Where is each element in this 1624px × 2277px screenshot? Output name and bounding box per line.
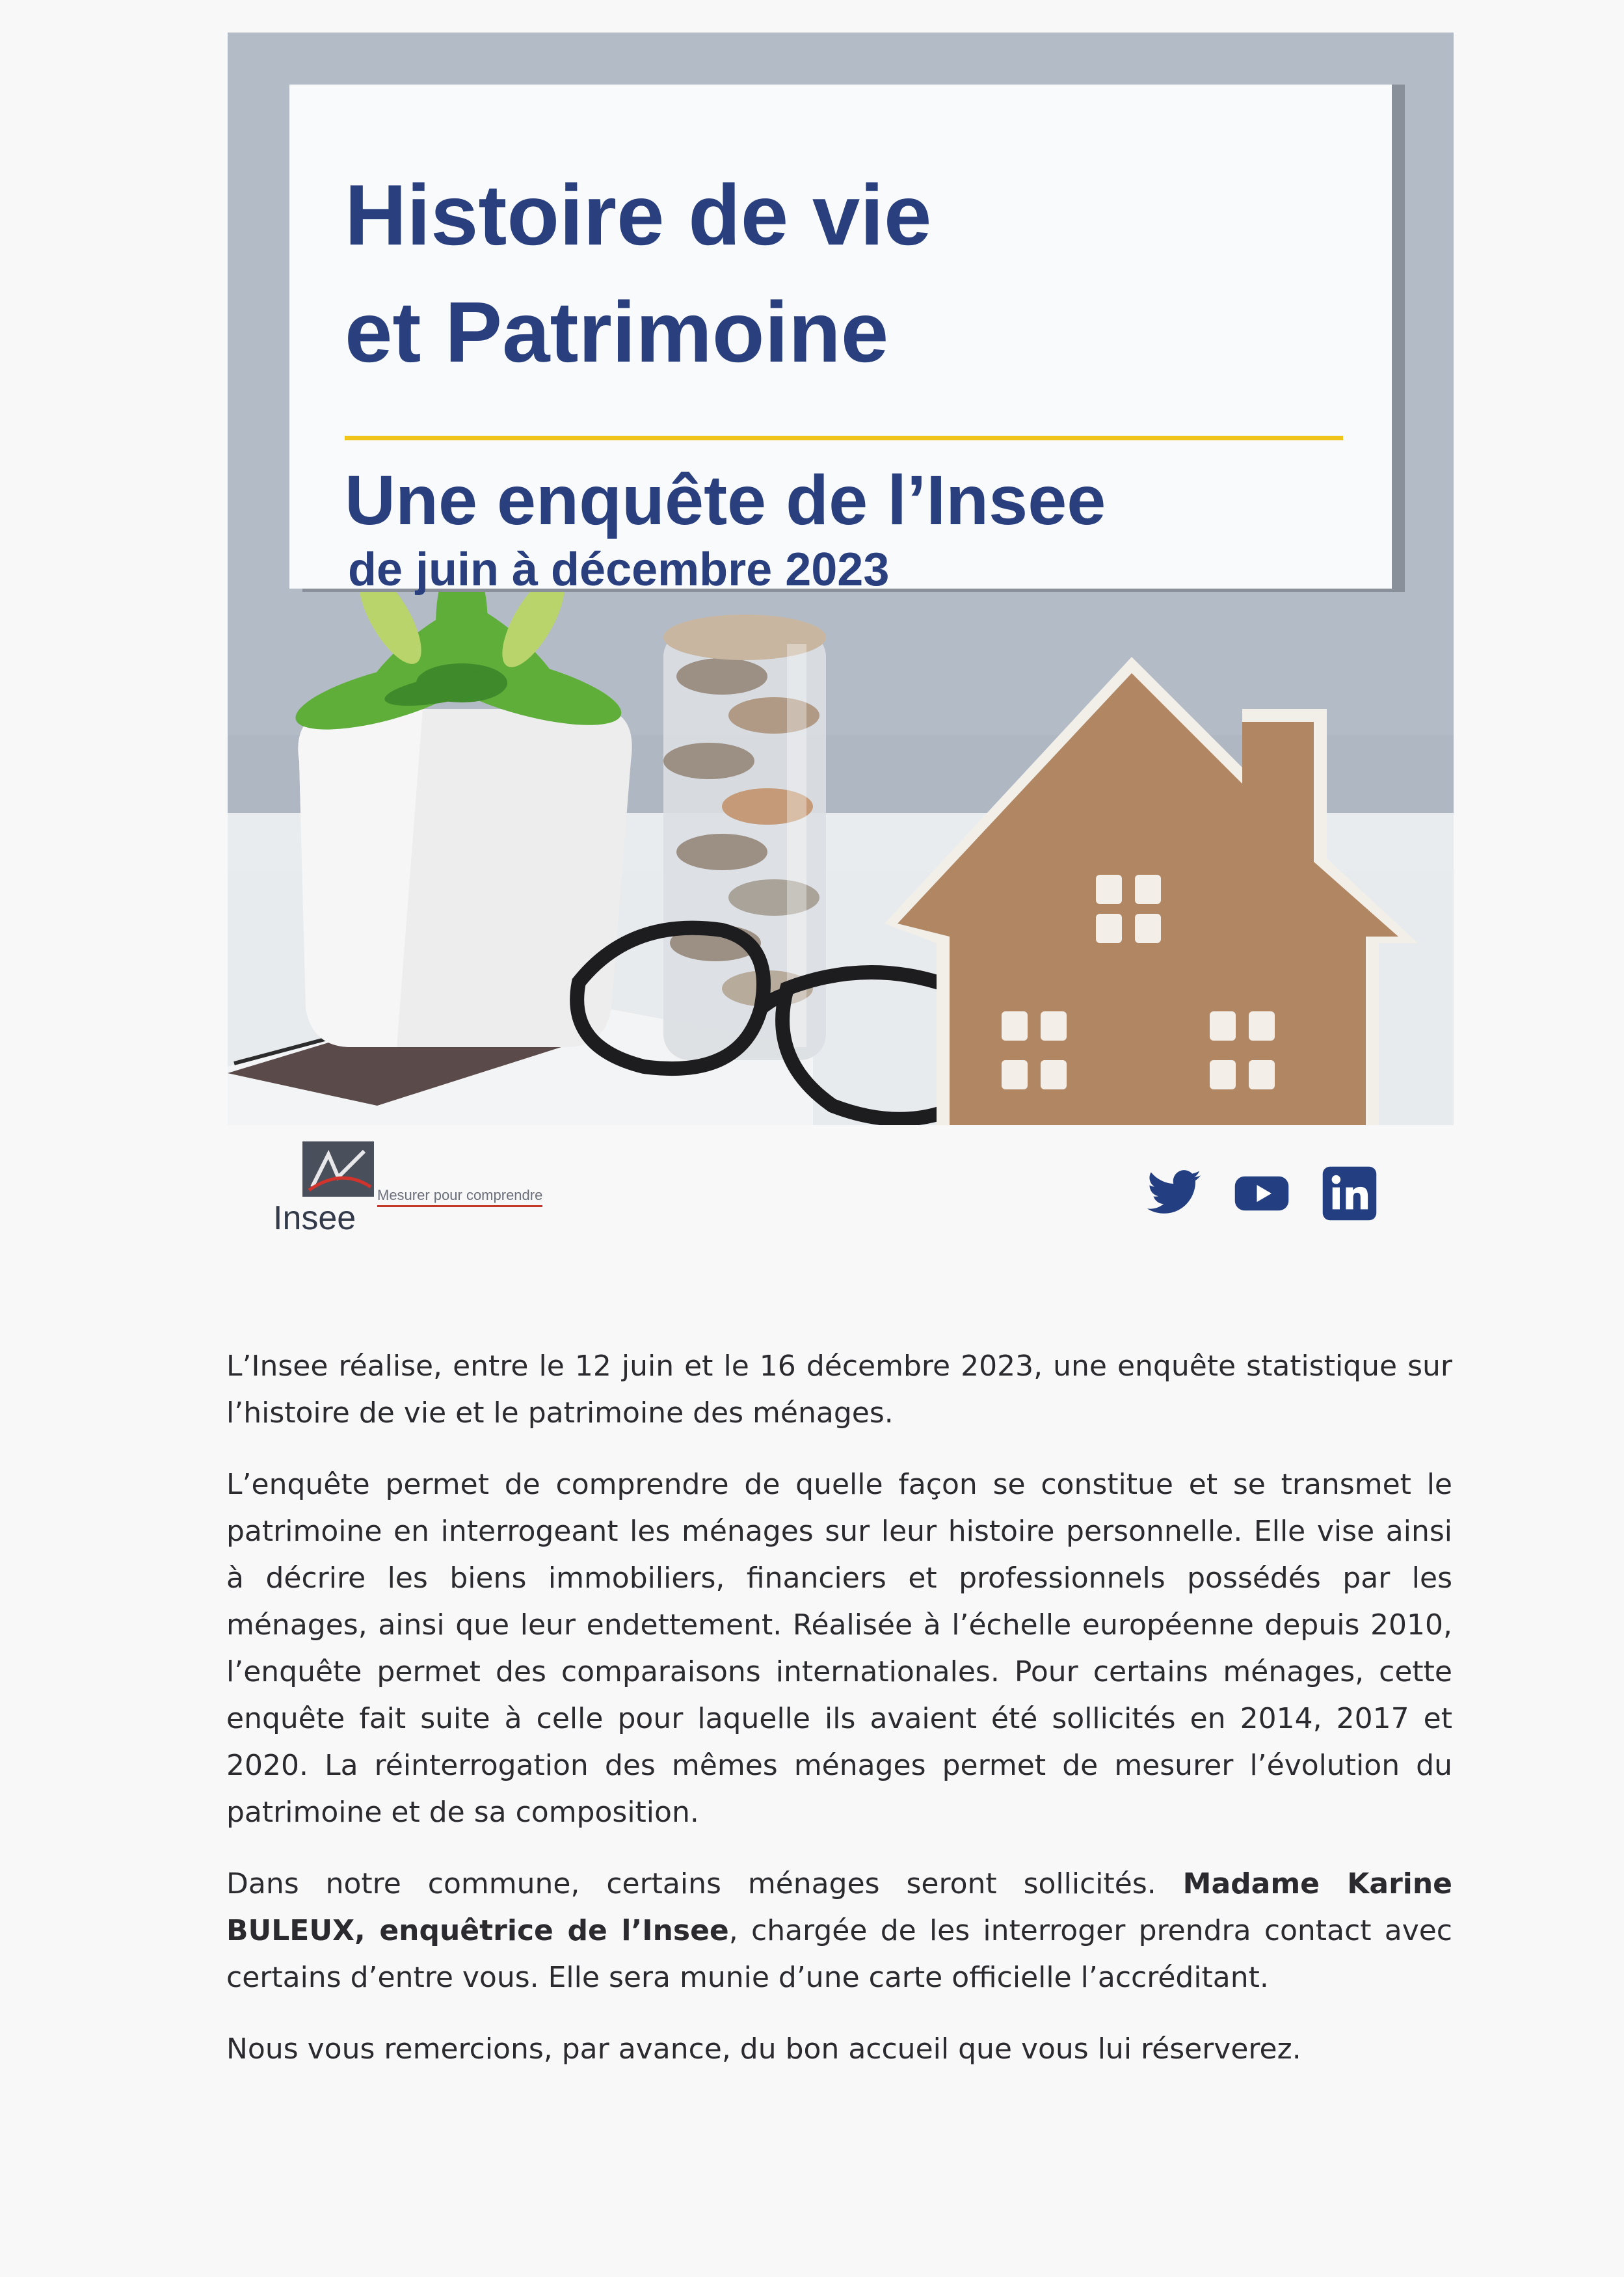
paragraph-thanks: Nous vous remercions, par avance, du bon accueil que vous lui réserverez. (226, 2032, 1301, 2066)
announcement-body (226, 1343, 1452, 2097)
title-card (289, 85, 1392, 596)
paragraph-purpose: L’enquête permet de comprendre de quelle façon se constitue et se transmet le patrimoine en interrogeant les ménages sur leur histoire personnelle. Elle vise ainsi à décrire les biens immobiliers, financiers et professionnels possédés par les ménages, ainsi que leur endettement. Réalisée à l’échelle européenne depuis 2010, l’enquête permet des comparaisons internationales. Pour certains ménages, cette enquête fait suite à celle pour laquelle ils avaient été sollicités en 2014, 2017 et 2020. La réinterrogation des mêmes ménages permet de mesurer l’évolution du patrimoine et de sa composition. (226, 1468, 1452, 1829)
surveyor-name: Madame Karine BULEUX, enquêtrice de l’Insee (226, 1867, 1453, 1947)
logo-tagline: Mesurer pour comprendre (377, 1188, 542, 1207)
wooden-house (885, 657, 1418, 1125)
twitter-icon[interactable] (1145, 1164, 1203, 1223)
hero-banner (228, 33, 1454, 1125)
logo-wordmark: Insee (273, 1199, 356, 1237)
subtitle-line-2: de juin à décembre 2023 (348, 544, 890, 596)
paragraph-surveyor-lead: Dans notre commune, certains ménages seront sollicités. (226, 1867, 1183, 1900)
title-line-1: Histoire de vie (345, 167, 932, 263)
title-divider (345, 436, 1343, 440)
coin-jar (663, 615, 826, 1060)
youtube-icon[interactable] (1232, 1164, 1291, 1223)
subtitle-line-1: Une enquête de l’Insee (345, 460, 1106, 539)
insee-logo[interactable] (273, 1141, 566, 1245)
paragraph-surveyor (226, 1861, 1452, 2001)
title-line-2: et Patrimoine (345, 284, 889, 380)
paragraph-surveyor-tail: , chargée de les interroger prendra contact avec certains d’entre vous. Elle sera munie d’une carte officielle l’accréditant. (226, 1914, 1452, 1994)
linkedin-icon[interactable] (1320, 1164, 1379, 1223)
paragraph-intro: L’Insee réalise, entre le 12 juin et le 16 décembre 2023, une enquête statistique sur l’histoire de vie et le patrimoine des ménages. (226, 1350, 1452, 1430)
insee-logo-mark-icon (302, 1141, 374, 1197)
